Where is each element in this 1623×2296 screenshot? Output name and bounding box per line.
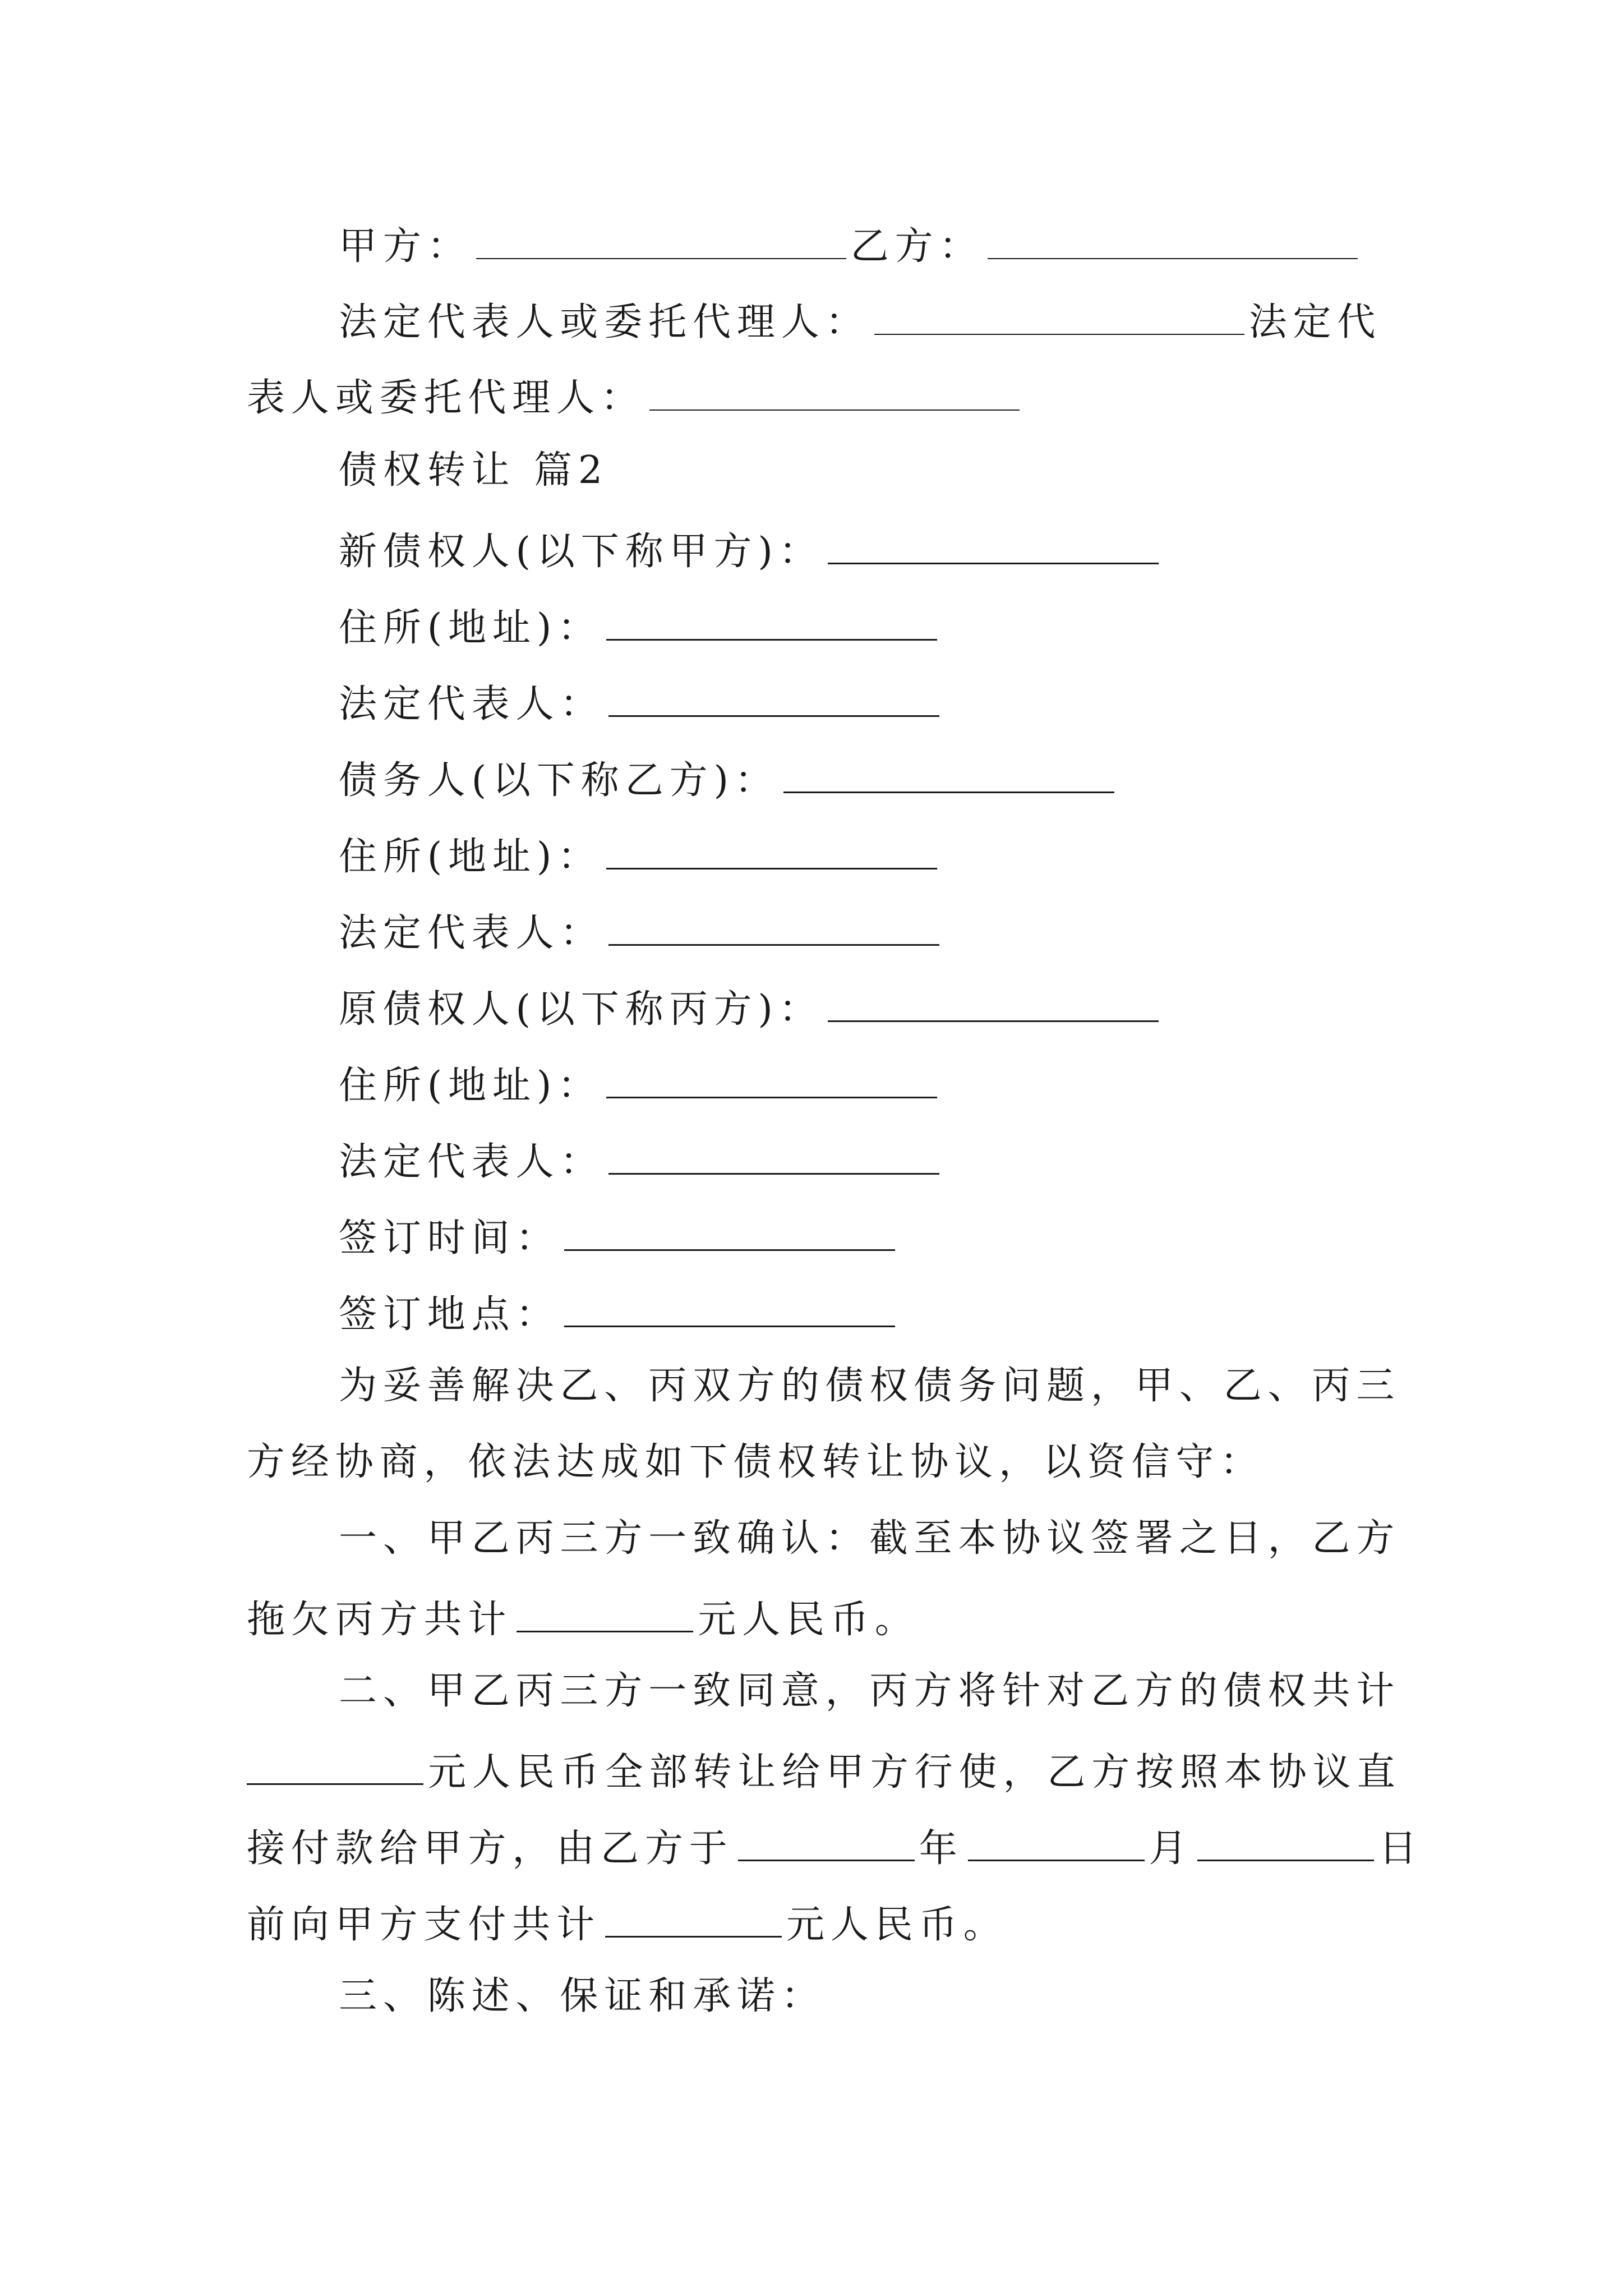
clause-2-payment-prefix: 接付款给甲方，由乙方于 xyxy=(247,1826,734,1871)
year-label: 年 xyxy=(919,1826,963,1871)
clause-1-line-2 xyxy=(247,1596,919,1642)
address-label-1: 住所(地址)： xyxy=(339,606,602,650)
address-blank-2 xyxy=(606,833,937,869)
legal-rep-label-3: 法定代表人： xyxy=(339,1140,605,1184)
address-blank-1 xyxy=(606,604,937,641)
representative-blank-2 xyxy=(649,375,1020,411)
preamble-line-2: 方经协商，依法达成如下债权转让协议，以资信守： xyxy=(247,1440,1265,1484)
party-a-label: 甲方： xyxy=(339,224,472,269)
clause-2-transfer-text: 元人民币全部转让给甲方行使，乙方按照本协议直 xyxy=(428,1750,1401,1795)
original-creditor-blank xyxy=(828,986,1159,1022)
clause-2-line-4 xyxy=(247,1901,1008,1947)
signing-place-blank xyxy=(564,1291,895,1327)
address-row-1 xyxy=(339,604,942,650)
representative-label-2: 表人或委托代理人： xyxy=(247,376,645,420)
new-creditor-row xyxy=(339,528,1163,574)
address-label-3: 住所(地址)： xyxy=(339,1064,602,1108)
party-signature-row xyxy=(339,223,1362,269)
original-creditor-label: 原债权人(以下称丙方)： xyxy=(339,987,823,1032)
signing-time-label: 签订时间： xyxy=(339,1216,560,1260)
party-b-blank xyxy=(988,223,1358,259)
new-creditor-label: 新债权人(以下称甲方)： xyxy=(339,530,823,574)
preamble-line-1: 为妥善解决乙、丙双方的债权债务问题，甲、乙、丙三 xyxy=(339,1364,1401,1408)
day-label: 日 xyxy=(1378,1826,1423,1871)
debtor-blank xyxy=(783,757,1114,793)
legal-rep-label-2: 法定代表人： xyxy=(339,911,605,955)
address-row-3 xyxy=(339,1062,942,1108)
day-blank xyxy=(1197,1825,1374,1861)
clause-2-amount-blank xyxy=(247,1749,423,1785)
legal-rep-row-3 xyxy=(339,1138,944,1184)
new-creditor-blank xyxy=(828,528,1159,564)
clause-2-line-2 xyxy=(247,1749,1401,1795)
clause-1-amount-blank xyxy=(517,1596,693,1632)
debtor-label: 债务人(以下称乙方)： xyxy=(339,758,779,803)
signing-time-blank xyxy=(564,1214,895,1251)
month-label: 月 xyxy=(1149,1826,1193,1871)
representative-label-1: 法定代表人或委托代理人： xyxy=(339,300,870,344)
signing-place-label: 签订地点： xyxy=(339,1292,560,1337)
month-blank xyxy=(968,1825,1145,1861)
address-label-2: 住所(地址)： xyxy=(339,835,602,879)
clause-1-currency: 元人民币。 xyxy=(698,1598,919,1642)
legal-rep-blank-3 xyxy=(608,1138,939,1175)
year-blank xyxy=(738,1825,915,1861)
legal-rep-row-1 xyxy=(339,680,944,724)
clause-1-line-1: 一、甲乙丙三方一致确认：截至本协议签署之日，乙方 xyxy=(339,1516,1401,1561)
address-row-2 xyxy=(339,833,942,879)
clause-2-total-blank xyxy=(605,1901,782,1938)
address-blank-3 xyxy=(606,1062,937,1098)
legal-rep-blank-1 xyxy=(608,680,939,717)
legal-rep-row-2 xyxy=(339,909,944,953)
clause-3-title: 三、陈述、保证和承诺： xyxy=(339,1974,826,2018)
clause-2-total-prefix: 前向甲方支付共计 xyxy=(247,1903,601,1947)
section-title: 债权转让 篇2 xyxy=(339,448,609,493)
party-b-label: 乙方： xyxy=(850,224,984,269)
signing-time-row xyxy=(339,1214,900,1258)
signing-place-row xyxy=(339,1291,900,1337)
representative-row-2 xyxy=(247,375,1024,420)
representative-label-wrap: 法定代 xyxy=(1248,300,1382,344)
clause-2-total-currency: 元人民币。 xyxy=(786,1903,1008,1947)
clause-1-debt-prefix: 拖欠丙方共计 xyxy=(247,1598,513,1642)
legal-rep-label-1: 法定代表人： xyxy=(339,682,605,726)
debtor-row xyxy=(339,757,1119,803)
original-creditor-row xyxy=(339,986,1163,1032)
party-a-blank xyxy=(476,223,846,259)
clause-2-line-1: 二、甲乙丙三方一致同意，丙方将针对乙方的债权共计 xyxy=(339,1669,1401,1713)
legal-rep-blank-2 xyxy=(608,909,939,946)
representative-row-1 xyxy=(339,299,1381,342)
representative-blank-1 xyxy=(874,299,1244,335)
clause-2-line-3 xyxy=(247,1825,1423,1871)
